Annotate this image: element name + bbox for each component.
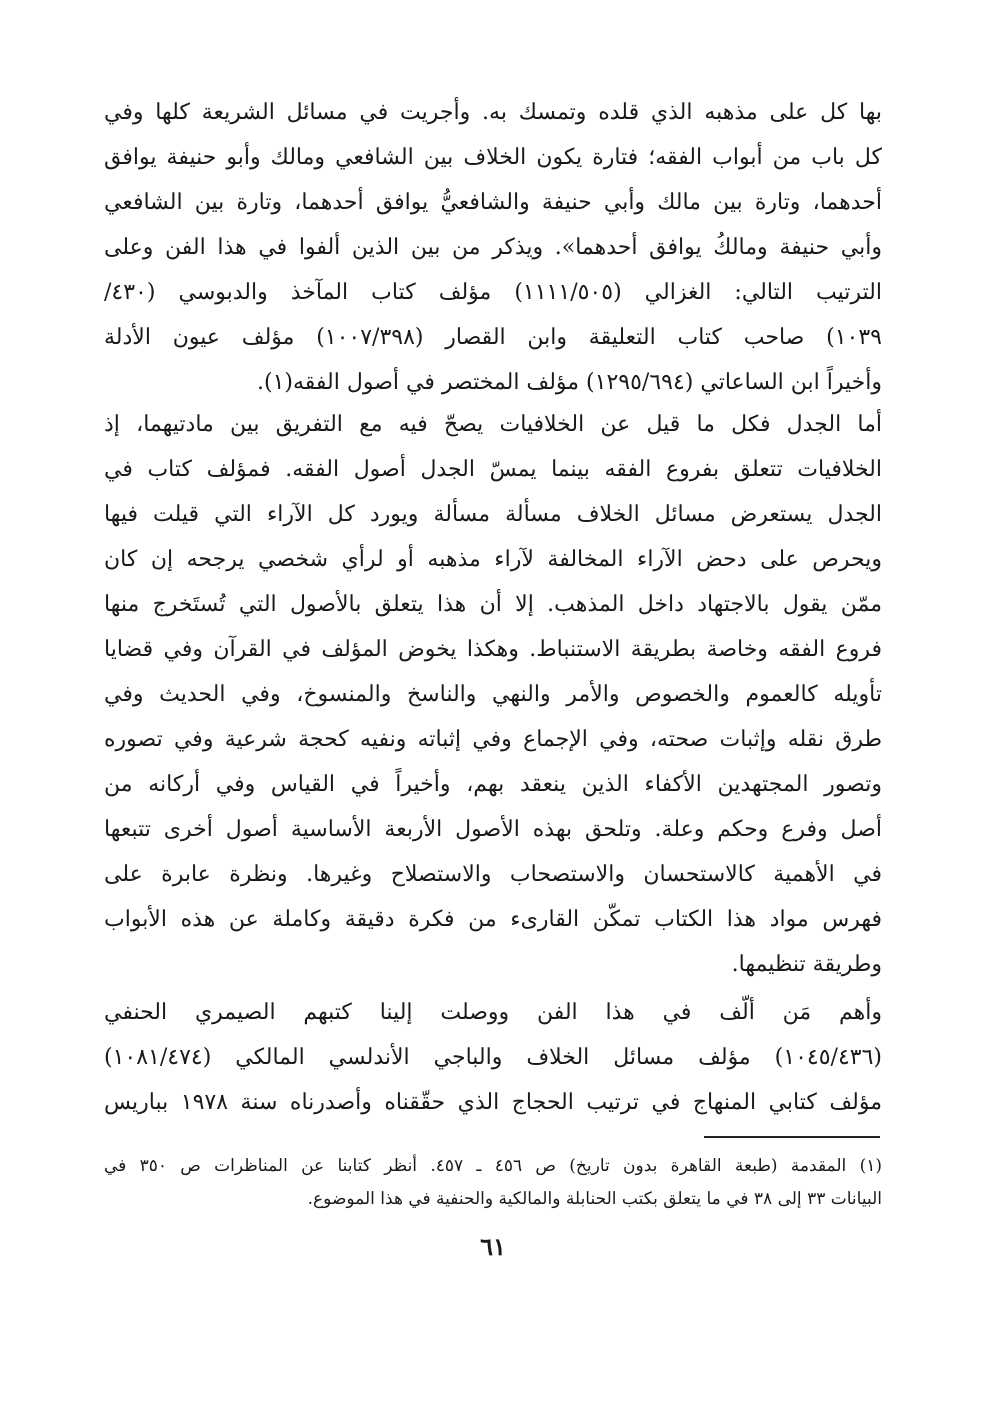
footnote-line: (١) المقدمة (طبعة القاهرة بدون تاريخ) ص ٤٥٦ ـ ٤٥٧. أنظر كتابنا عن المناظرات ص ٣٥٠ في	[104, 1156, 882, 1176]
text-line: أصل وفرع وحكم وعلة. وتلحق بهذه الأصول الأربعة الأساسية أصول أخرى تتبعها	[104, 817, 882, 842]
text-line: (١٠٤٥/٤٣٦) مؤلف مسائل الخلاف والباجي الأندلسي المالكي (١٠٨١/٤٧٤)	[104, 1045, 882, 1070]
paragraph-khilafiyat	[104, 90, 882, 405]
text-line: بها كل على مذهبه الذي قلده وتمسك به. وأجريت في مسائل الشريعة كلها وفي	[104, 100, 882, 125]
text-line: الخلافيات تتعلق بفروع الفقه بينما يمسّ الجدل أصول الفقه. فمؤلف كتاب في	[104, 457, 882, 482]
text-line: فروع الفقه وخاصة بطريقة الاستنباط. وهكذا يخوض المؤلف في القرآن وفي قضايا	[104, 637, 882, 662]
footnote-line: البيانات ٣٣ إلى ٣٨ في ما يتعلق بكتب الحنابلة والمالكية والحنفية في هذا الموضوع.	[307, 1189, 882, 1209]
paragraph-authors	[104, 990, 882, 1125]
text-line: ١٠٣٩) صاحب كتاب التعليقة وابن القصار (١٠٠٧/٣٩٨) مؤلف عيون الأدلة	[104, 325, 882, 350]
text-line: وتصور المجتهدين الأكفاء الذين ينعقد بهم، وأخيراً في القياس وفي أركانه من	[104, 772, 882, 797]
text-line: وأخيراً ابن الساعاتي (١٢٩٥/٦٩٤) مؤلف المختصر في أصول الفقه(١).	[257, 370, 882, 395]
footnote-separator	[704, 1136, 880, 1138]
paragraph-jadal	[104, 402, 882, 987]
text-line: أما الجدل فكل ما قيل عن الخلافيات يصحّ فيه مع التفريق بين مادتيهما، إذ	[104, 412, 882, 437]
text-line: وأبي حنيفة ومالكُ يوافق أحدهما». ويذكر من بين الذين ألفوا في هذا الفن وعلى	[104, 235, 882, 260]
text-line: كل باب من أبواب الفقه؛ فتارة يكون الخلاف بين الشافعي ومالك وأبو حنيفة يوافق	[104, 145, 882, 170]
footnote	[104, 1150, 882, 1216]
text-line: مؤلف كتابي المنهاج في ترتيب الحجاج الذي حقّقناه وأصدرناه سنة ١٩٧٨ بباريس	[104, 1090, 882, 1115]
text-line: وطريقة تنظيمها.	[731, 952, 882, 977]
text-line: تأويله كالعموم والخصوص والأمر والنهي والناسخ والمنسوخ، وفي الحديث وفي	[104, 682, 882, 707]
text-line: ممّن يقول بالاجتهاد داخل المذهب. إلا أن هذا يتعلق بالأصول التي تُستَخرج منها	[104, 592, 882, 617]
text-line: طرق نقله وإثبات صحته، وفي الإجماع وفي إثباته ونفيه كحجة شرعية وفي تصوره	[104, 727, 882, 752]
text-line: في الأهمية كالاستحسان والاستصحاب والاستصلاح وغيرها. ونظرة عابرة على	[104, 862, 882, 887]
text-line: فهرس مواد هذا الكتاب تمكّن القارىء من فكرة دقيقة وكاملة عن هذه الأبواب	[104, 907, 882, 932]
text-line: الترتيب التالي: الغزالي (١١١١/٥٠٥) مؤلف كتاب المآخذ والدبوسي (٤٣٠/	[104, 280, 882, 305]
text-line: وأهم مَن ألّف في هذا الفن ووصلت إلينا كتبهم الصيمري الحنفي	[104, 1000, 882, 1025]
text-line: أحدهما، وتارة بين مالك وأبي حنيفة والشافعيُّ يوافق أحدهما، وتارة بين الشافعي	[104, 190, 882, 215]
text-line: الجدل يستعرض مسائل الخلاف مسألة مسألة ويورد كل الآراء التي قيلت فيها	[104, 502, 882, 527]
text-line: ويحرص على دحض الآراء المخالفة لآراء مذهبه أو لرأي شخصي يرجحه إن كان	[104, 547, 882, 572]
page-number: ٦١	[480, 1232, 506, 1261]
